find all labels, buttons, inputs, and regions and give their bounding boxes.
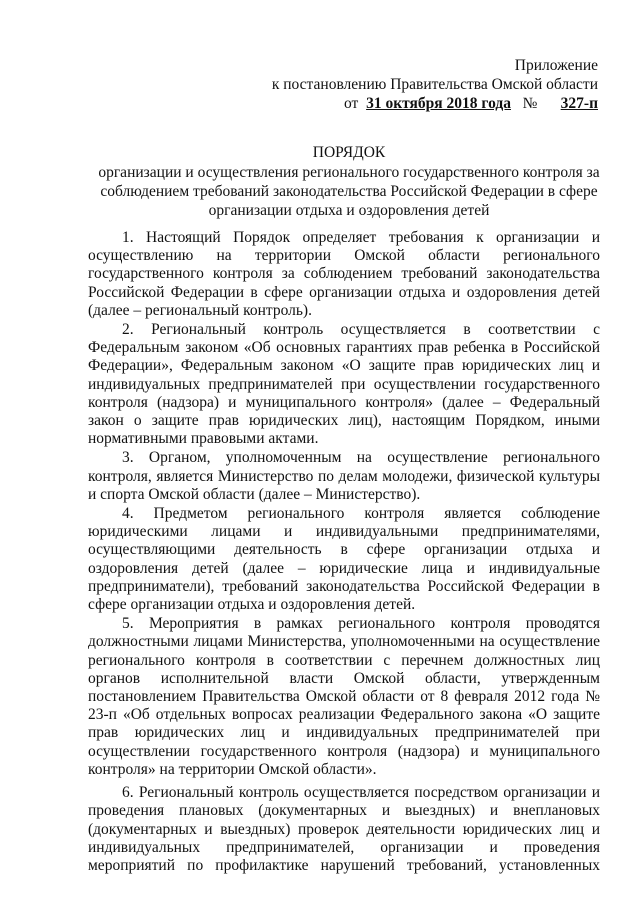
paragraph-3: 3. Органом, уполномоченным на осуществление регионального контроля, является Министерство по делам молодежи, физической культуры и спорта Омской области (далее – Министерство). [88, 449, 600, 503]
from-label: от [344, 95, 359, 112]
paragraph-1: 1. Настоящий Порядок определяет требования к организации и осуществлению на территории Омской области регионального государственного контроля за соблюдением требований законодательства Российской Федерации в сфере организации отдыха и оздоровления детей (далее – региональный контроль). [88, 229, 600, 319]
decree-number: 327-п [560, 95, 598, 112]
paragraph-5: 5. Мероприятия в рамках регионального контроля проводятся должностными лицами Министерства, уполномоченными на осуществление регионального контроля в соответствии с перечнем должностных лиц органов исполнительной власти Омской области, утвержденным постановлением Правительства Омской области от 8 февраля 2012 года № 23-п «Об отдельных вопросах реализации Федерального закона «О защите прав юридических лиц и индивидуальных предпринимателей при осуществлении государственного контроля (надзора) и муниципального контроля» на территории Омской области». [88, 615, 600, 778]
document-heading [88, 143, 610, 220]
document-title: ПОРЯДОК [312, 144, 386, 161]
appendix-decree-ref: к постановлению Правительства Омской области [271, 76, 598, 93]
paragraph-2: 2. Региональный контроль осуществляется в соответствии с Федеральным законом «Об основных гарантиях прав ребенка в Российской Федерации», Федеральным законом «О защите прав юридических лиц и индивидуальных предпринимателей при осуществлении государственного контроля (надзора) и муниципального контроля» (далее – Федеральный закон о защите прав юридических лиц), настоящим Порядком, иными нормативными правовыми актами. [88, 321, 600, 448]
appendix-header [238, 56, 598, 113]
number-label: № [522, 95, 538, 112]
appendix-date-number-line [238, 94, 598, 113]
appendix-title: Приложение [514, 57, 598, 74]
document-subtitle: организации и осуществления регионального государственного контроля за соблюдением требований законодательства Российской Федерации в сфере организации отдыха и оздоровления детей [98, 164, 600, 219]
document-body [88, 229, 600, 876]
paragraph-4: 4. Предметом регионального контроля является соблюдение юридическими лицами и индивидуальными предпринимателями, осуществляющими деятельность в сфере организации отдыха и оздоровления детей (далее – юридические лица и индивидуальные предприниматели), требований законодательства Российской Федерации в сфере организации отдыха и оздоровления детей. [88, 505, 600, 614]
paragraph-6: 6. Региональный контроль осуществляется посредством организации и проведения плановых (документарных и выездных) и внеплановых (документарных и выездных) проверок деятельности юридических лиц и индивидуальных предпринимателей, организации и проведения мероприятий по профилактике нарушений требований, установленных [88, 784, 600, 874]
decree-date: 31 октября 2018 года [366, 95, 511, 112]
